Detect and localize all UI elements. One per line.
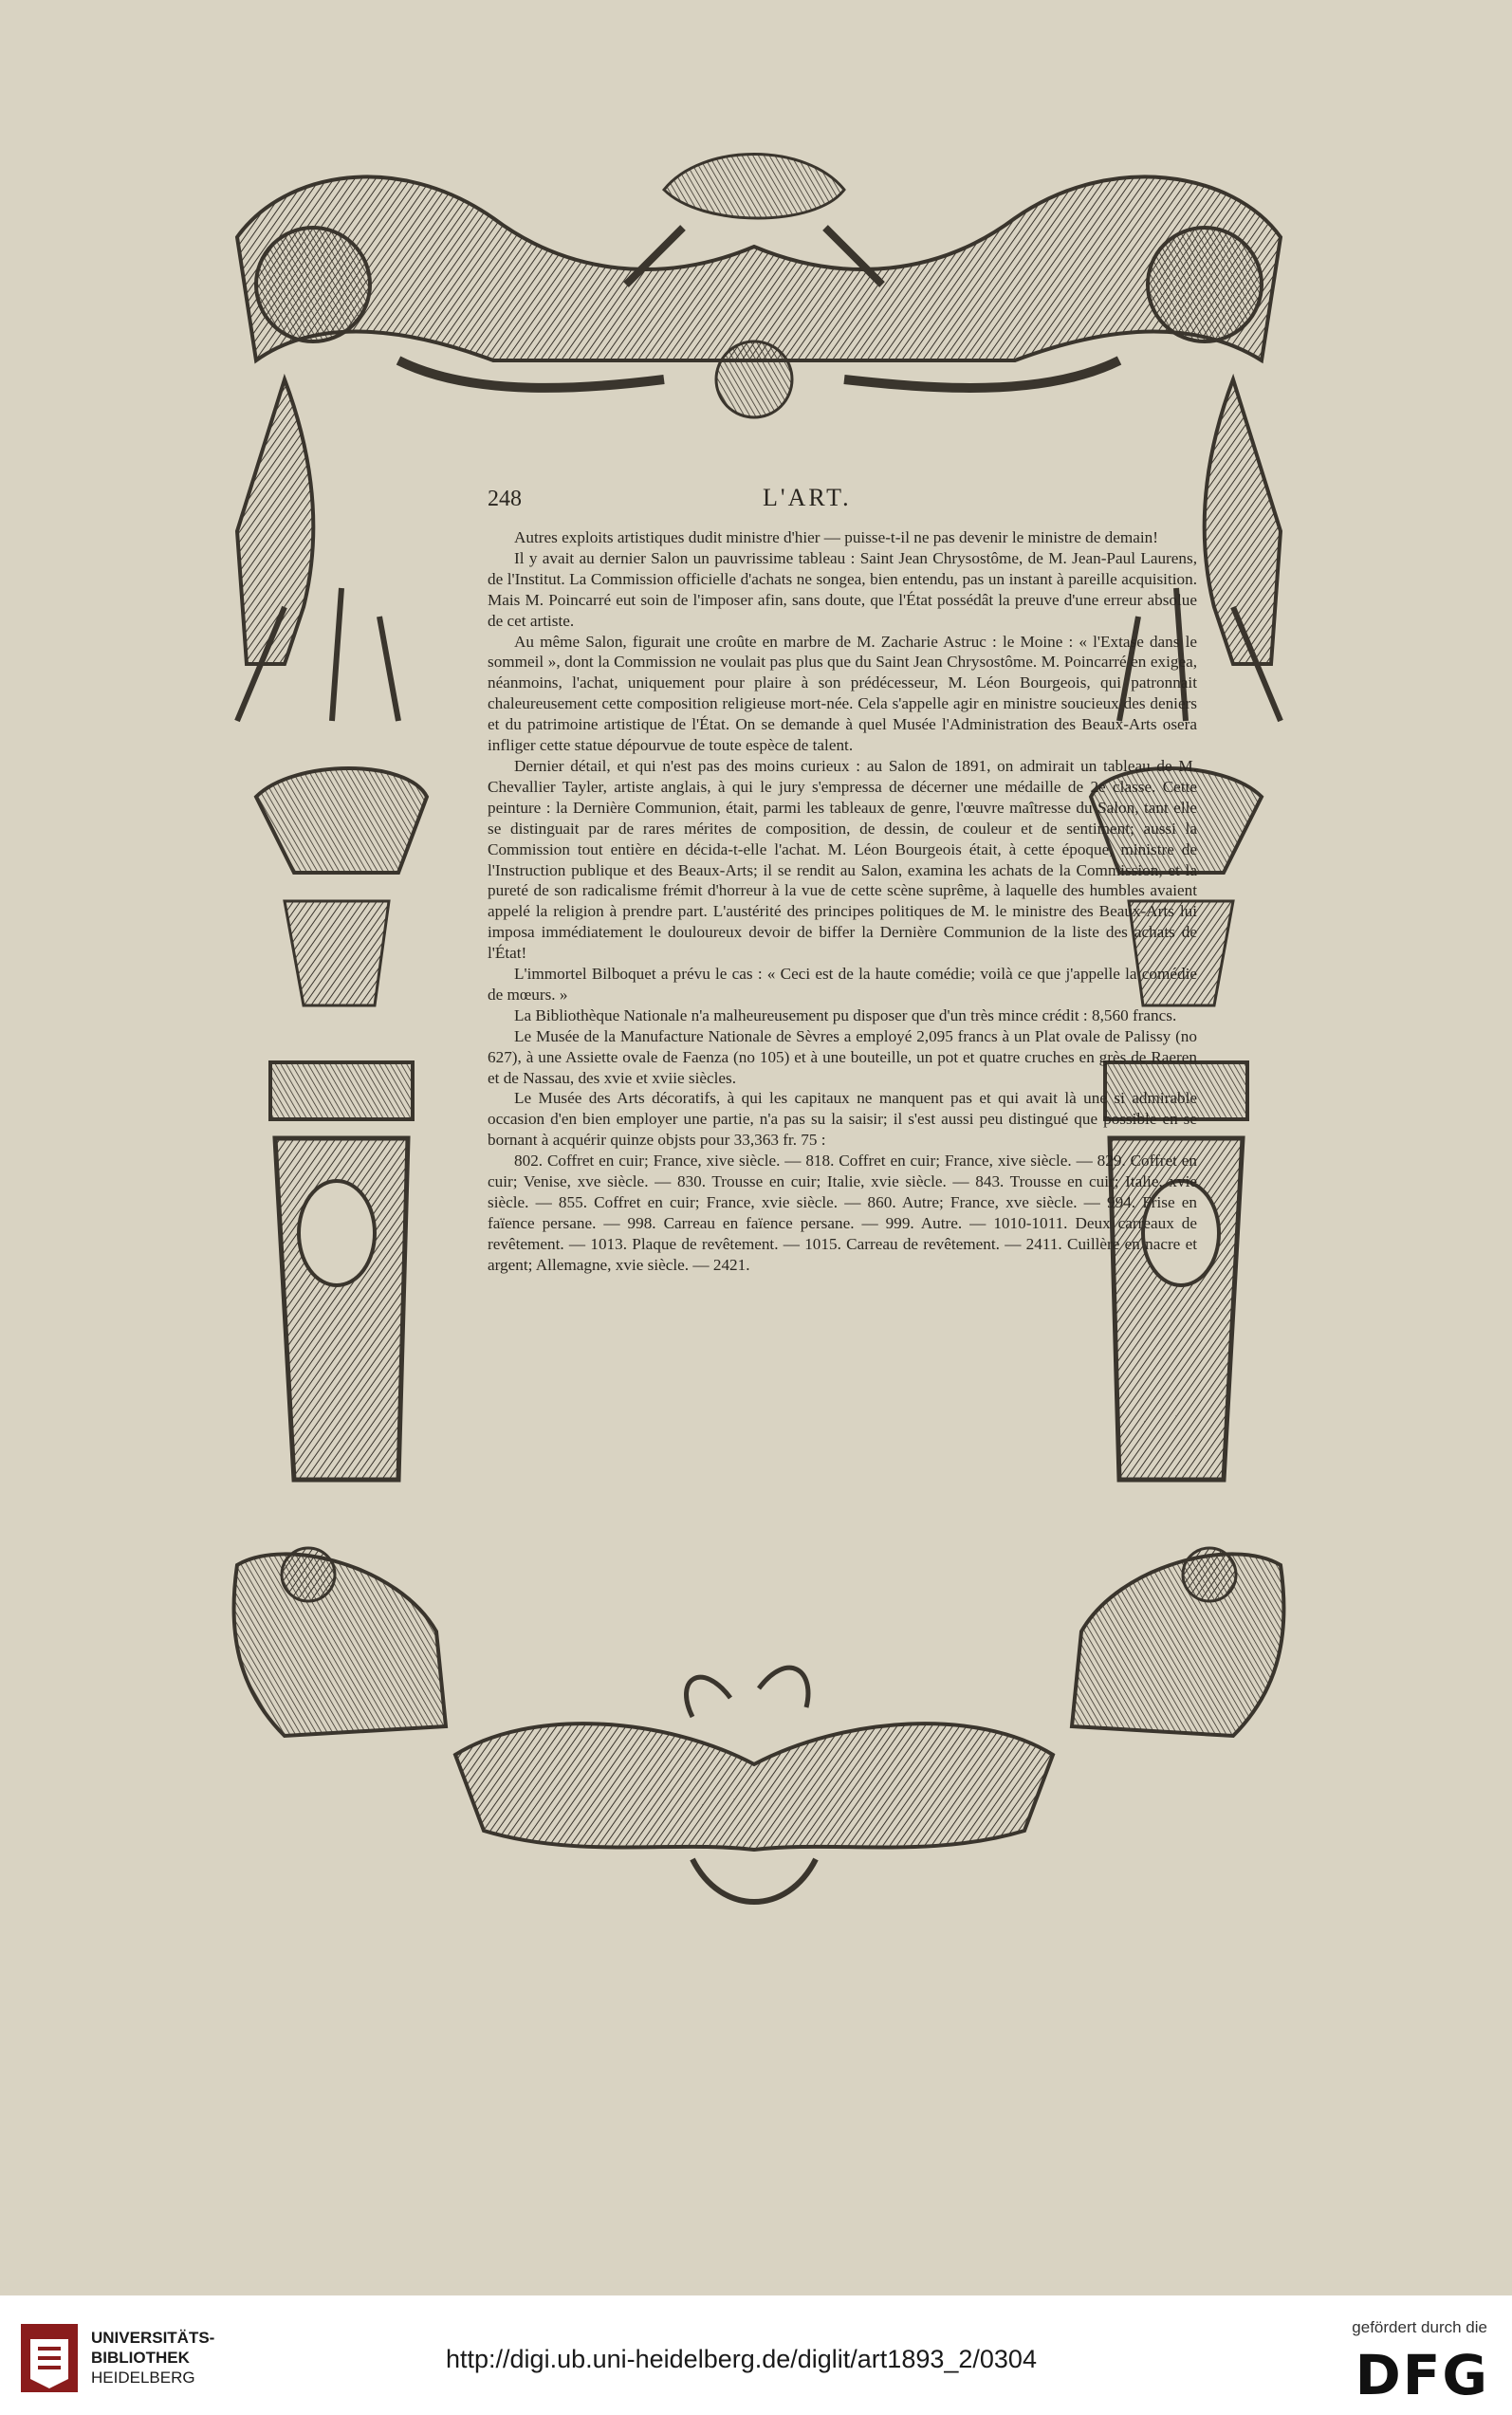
dfg-logo: DFG — [1355, 2343, 1489, 2407]
library-name-line: HEIDELBERG — [91, 2369, 195, 2387]
paragraph: La Bibliothèque Nationale n'a malheureusement pu disposer que d'un très mince crédit : 8,560 francs. — [514, 1005, 1177, 1024]
library-name — [91, 2328, 214, 2387]
paragraph: Autres exploits artistiques dudit ministre d'hier — puisse-t-il ne pas devenir le ministre de demain! — [514, 528, 1158, 546]
funding-label: gefördert durch die — [1352, 2318, 1487, 2336]
page-number: 248 — [488, 487, 522, 511]
permalink[interactable]: http://digi.ub.uni-heidelberg.de/diglit/art1893_2/0304 — [446, 2345, 1037, 2373]
paragraph: Le Musée de la Manufacture Nationale de Sèvres a employé 2,095 francs à un Plat ovale de Palissy (no 627), à une Assiette ovale de Faenza (no 105) et à une bouteille, un pot et quatre cruches en grès de Raeren et de Nassau, des xvie et xviie siècles. — [488, 1026, 1197, 1087]
left-ornamental-column — [234, 379, 446, 1736]
library-name-line: BIBLIOTHEK — [91, 2349, 190, 2367]
paragraph: L'immortel Bilboquet a prévu le cas : « Ceci est de la haute comédie; voilà ce que j'appelle la comédie de mœurs. » — [488, 965, 1197, 1004]
university-seal-icon — [19, 2322, 80, 2394]
folio — [488, 484, 1197, 512]
paragraph: Dernier détail, et qui n'est pas des moins curieux : au Salon de 1891, on admirait un tableau de M. Chevallier Tayler, artiste anglais, à qui le jury s'empressa de décerner une médaille de 2e classe. Cette peinture : la Dernière Communion, était, parmi les tableaux de genre, l'œuvre maîtresse du Salon, tant elle se distinguait par de rares mérites de composition, de dessin, de couleur et de sentiment; aussi la Commission tout entière en décida-t-elle l'achat. M. Léon Bourgeois était, à cette époque, ministre de l'Instruction publique et des Beaux-Arts; il se rendit au Salon, examina les achats de la Commission, et la pureté de son radicalisme frémit d'horreur à la vue de cette scène suprême, à laquelle des humbles avaient appelé la religion à prendre part. L'austérité des principes politiques de M. le ministre des Beaux-Arts lui imposa immédiatement le douloureux devoir de biffer la Dernière Communion de la liste des achats de l'État! — [488, 756, 1197, 963]
paragraph: Il y avait au dernier Salon un pauvrissime tableau : Saint Jean Chrysostôme, de M. Jean-Paul Laurens, de l'Institut. La Commission officielle d'achats ne songea, bien entendu, pas un instant à pareille acquisition. Mais M. Poincarré eut soin de l'imposer afin, sans doute, que l'État possédât la preuve d'une erreur absolue de cet artiste. — [488, 548, 1197, 630]
top-cartouche-ornament — [237, 155, 1281, 418]
digitization-footer — [0, 2295, 1512, 2415]
library-name-line: UNIVERSITÄTS- — [91, 2329, 215, 2347]
running-head: L'ART. — [763, 484, 852, 511]
paragraph: 802. Coffret en cuir; France, xive siècle. — 818. Coffret en cuir; France, xive siècle. — 829. Coffret en cuir; Venise, xve siècle. — 830. Trousse en cuir; Italie, xvie siècle. — 843. Trousse en cuir; Italie, xvie siècle. — 855. Coffret en cuir; France, xvie siècle. — 860. Autre; France, xve siècle. — 994. Frise en faïence persane. — 998. Carreau en faïence persane. — 999. Autre. — 1010-1011. Deux carreaux de revêtement. — 1013. Plaque de revêtement. — 1015. Carreau de revêtement. — 2411. Cuillère en nacre et argent; Allemagne, xvie siècle. — 2421. — [488, 1152, 1197, 1274]
bottom-ornament — [455, 1668, 1053, 1902]
paragraph: Au même Salon, figurait une croûte en marbre de M. Zacharie Astruc : le Moine : « l'Extase dans le sommeil », dont la Commission ne voulait pas plus que du Saint Jean Chrysostôme. M. Poincarré en exigea, néanmoins, l'achat, uniquement pour plaire à son prédécesseur, M. Léon Bourgeois, qui patronnait chaleureusement cette composition religieuse mort-née. Cela s'appelle agir en ministre soucieux des deniers et du patrimoine artistique de l'État. On se demande à quel Musée l'Administration des Beaux-Arts osera infliger cette statue dépourvue de toute espèce de talent. — [488, 632, 1197, 755]
paragraph: Le Musée des Arts décoratifs, à qui les capitaux ne manquent pas et qui avait là une si admirable occasion d'en bien employer une partie, n'a pas su la saisir; il s'est aussi peu distingué que possible en se bornant à acquérir quinze objsts pour 33,363 fr. 75 : — [488, 1089, 1197, 1150]
article-text — [488, 484, 1197, 1276]
